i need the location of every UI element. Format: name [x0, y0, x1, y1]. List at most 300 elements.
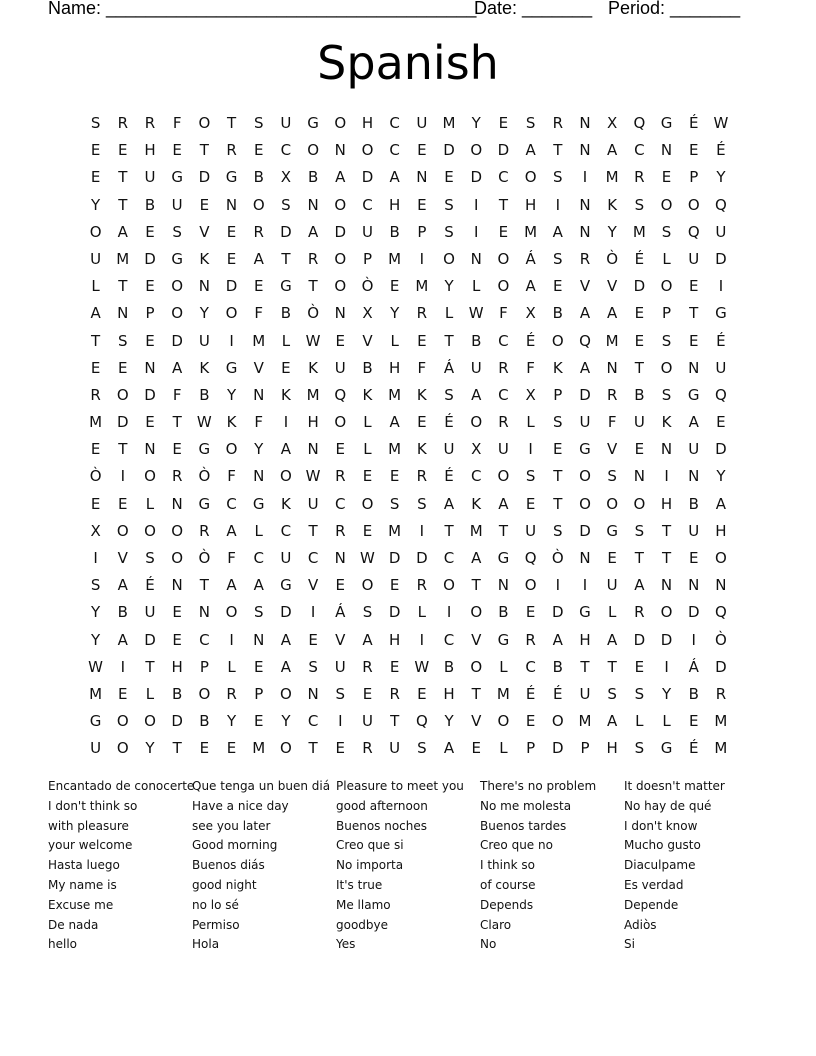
grid-letter[interactable]: E [498, 114, 509, 132]
grid-letter[interactable]: M [116, 249, 130, 268]
grid-letter[interactable]: D [388, 603, 401, 622]
grid-letter[interactable]: U [389, 739, 401, 758]
grid-letter[interactable]: B [688, 494, 699, 513]
grid-letter[interactable]: K [199, 358, 210, 377]
grid-letter[interactable]: E [362, 521, 373, 540]
grid-letter[interactable]: F [172, 385, 182, 404]
grid-letter[interactable]: M [605, 331, 619, 350]
grid-letter[interactable]: X [471, 440, 482, 459]
grid-letter[interactable]: O [443, 249, 455, 268]
grid-letter[interactable]: U [90, 739, 102, 758]
grid-letter[interactable]: T [607, 657, 617, 676]
grid-letter[interactable]: O [116, 385, 129, 404]
grid-letter[interactable]: I [338, 712, 343, 731]
grid-letter[interactable]: G [280, 277, 292, 296]
grid-letter[interactable]: M [388, 440, 402, 459]
grid-letter[interactable]: U [198, 331, 210, 350]
grid-letter[interactable]: O [497, 712, 510, 731]
grid-letter[interactable]: C [307, 712, 319, 731]
grid-letter[interactable]: D [497, 141, 510, 160]
grid-letter[interactable]: C [335, 494, 346, 513]
grid-letter[interactable]: N [660, 440, 673, 459]
grid-letter[interactable]: D [144, 385, 156, 404]
grid-letter[interactable]: N [688, 358, 700, 377]
grid-letter[interactable]: D [715, 249, 727, 268]
grid-letter[interactable]: D [715, 440, 727, 459]
grid-letter[interactable]: A [362, 630, 373, 649]
grid-letter[interactable]: Y [226, 385, 237, 404]
grid-letter[interactable]: V [307, 576, 319, 595]
grid-letter[interactable]: K [280, 385, 291, 404]
grid-letter[interactable]: O [334, 195, 347, 214]
grid-letter[interactable]: P [580, 739, 590, 758]
grid-letter[interactable]: T [199, 576, 209, 595]
grid-letter[interactable]: G [687, 385, 700, 404]
grid-letter[interactable]: É [444, 467, 454, 486]
grid-letter[interactable]: E [688, 549, 699, 567]
grid-letter[interactable]: T [172, 739, 182, 758]
grid-letter[interactable]: S [553, 249, 563, 268]
grid-letter[interactable]: A [280, 440, 292, 459]
grid-letter[interactable]: E [145, 413, 155, 432]
grid-letter[interactable]: N [253, 630, 265, 649]
grid-letter[interactable]: T [444, 331, 454, 350]
grid-letter[interactable]: E [389, 277, 400, 296]
grid-letter[interactable]: O [497, 467, 510, 486]
grid-letter[interactable]: W [305, 467, 321, 486]
grid-letter[interactable]: E [335, 440, 346, 459]
grid-letter[interactable]: I [310, 603, 316, 622]
grid-letter[interactable]: W [88, 657, 104, 676]
grid-letter[interactable]: C [280, 141, 292, 160]
grid-letter[interactable]: O [334, 277, 347, 296]
grid-letter[interactable]: G [497, 549, 510, 567]
grid-letter[interactable]: C [525, 657, 536, 676]
grid-letter[interactable]: B [552, 657, 563, 676]
grid-letter[interactable]: A [280, 630, 292, 649]
grid-letter[interactable]: A [226, 521, 237, 540]
grid-letter[interactable]: T [118, 277, 128, 296]
grid-letter[interactable]: T [553, 141, 563, 160]
grid-letter[interactable]: L [635, 712, 644, 731]
grid-letter[interactable]: O [660, 358, 673, 377]
grid-letter[interactable]: E [688, 712, 699, 731]
grid-letter[interactable]: U [715, 222, 727, 241]
grid-letter[interactable]: E [172, 603, 182, 622]
grid-letter[interactable]: C [498, 168, 509, 187]
grid-letter[interactable]: W [196, 413, 212, 432]
grid-letter[interactable]: K [280, 494, 291, 513]
grid-letter[interactable]: B [307, 168, 319, 187]
grid-letter[interactable]: O [660, 603, 673, 622]
grid-letter[interactable]: A [117, 222, 128, 241]
grid-letter[interactable]: Y [444, 277, 454, 296]
grid-letter[interactable]: E [145, 331, 155, 350]
grid-letter[interactable]: C [253, 549, 264, 567]
grid-letter[interactable]: C [443, 630, 455, 649]
grid-letter[interactable]: E [389, 576, 400, 595]
grid-letter[interactable]: O [361, 141, 374, 160]
grid-letter[interactable]: Y [444, 712, 454, 731]
grid-letter[interactable]: O [198, 684, 211, 703]
grid-letter[interactable]: L [227, 657, 236, 676]
grid-letter[interactable]: R [335, 521, 346, 540]
grid-letter[interactable]: B [471, 331, 482, 350]
grid-letter[interactable]: A [253, 576, 264, 595]
grid-letter[interactable]: G [660, 114, 673, 132]
grid-letter[interactable]: M [605, 168, 619, 187]
grid-letter[interactable]: T [553, 494, 563, 513]
grid-letter[interactable]: D [117, 413, 129, 432]
grid-letter[interactable]: A [607, 304, 618, 323]
grid-letter[interactable]: N [334, 304, 346, 323]
grid-letter[interactable]: K [607, 195, 618, 214]
grid-letter[interactable]: I [718, 277, 724, 296]
grid-letter[interactable]: N [171, 576, 183, 595]
grid-letter[interactable]: E [525, 603, 536, 622]
grid-letter[interactable]: L [390, 331, 399, 350]
grid-letter[interactable]: E [335, 576, 346, 595]
grid-letter[interactable]: E [661, 168, 672, 187]
grid-letter[interactable]: I [474, 195, 479, 214]
grid-letter[interactable]: E [471, 739, 481, 758]
grid-letter[interactable]: T [634, 549, 644, 567]
grid-letter[interactable]: U [280, 549, 292, 567]
grid-letter[interactable]: I [691, 630, 696, 649]
grid-letter[interactable]: F [172, 114, 182, 132]
grid-letter[interactable]: O [144, 467, 156, 486]
grid-letter[interactable]: D [171, 331, 183, 350]
grid-letter[interactable]: É [716, 141, 726, 160]
grid-letter[interactable]: K [226, 413, 237, 432]
grid-letter[interactable]: U [470, 358, 482, 377]
grid-letter[interactable]: T [689, 304, 699, 323]
grid-letter[interactable]: O [579, 467, 591, 486]
grid-letter[interactable]: Y [145, 739, 155, 758]
grid-letter[interactable]: B [443, 657, 455, 676]
grid-letter[interactable]: S [118, 331, 128, 350]
grid-letter[interactable]: S [607, 684, 617, 703]
grid-letter[interactable]: Q [715, 603, 727, 622]
grid-letter[interactable]: A [280, 657, 292, 676]
grid-letter[interactable]: E [417, 141, 427, 160]
grid-letter[interactable]: E [417, 684, 427, 703]
grid-letter[interactable]: B [362, 358, 373, 377]
grid-letter[interactable]: T [661, 521, 672, 540]
grid-letter[interactable]: G [579, 440, 591, 459]
grid-letter[interactable]: T [118, 168, 128, 187]
grid-letter[interactable]: S [634, 521, 645, 540]
grid-letter[interactable]: N [253, 385, 265, 404]
grid-letter[interactable]: A [471, 549, 482, 567]
grid-letter[interactable]: R [579, 249, 591, 268]
grid-letter[interactable]: T [281, 249, 291, 268]
grid-letter[interactable]: A [253, 249, 264, 268]
grid-letter[interactable]: E [335, 331, 346, 350]
grid-letter[interactable]: D [171, 712, 183, 731]
grid-letter[interactable]: B [389, 222, 400, 241]
grid-letter[interactable]: V [253, 358, 264, 377]
grid-letter[interactable]: E [281, 358, 291, 377]
grid-letter[interactable]: É [525, 331, 536, 350]
grid-letter[interactable]: R [226, 684, 237, 703]
grid-letter[interactable]: A [443, 494, 455, 513]
grid-letter[interactable]: E [199, 739, 210, 758]
grid-letter[interactable]: I [419, 249, 425, 268]
grid-letter[interactable]: O [524, 576, 537, 595]
grid-letter[interactable]: É [553, 684, 563, 703]
grid-letter[interactable]: S [145, 549, 155, 567]
grid-letter[interactable]: E [253, 141, 264, 160]
grid-letter[interactable]: C [443, 549, 455, 567]
grid-letter[interactable]: M [578, 712, 592, 731]
grid-letter[interactable]: I [283, 413, 289, 432]
grid-letter[interactable]: T [172, 413, 182, 432]
grid-letter[interactable]: C [498, 331, 509, 350]
grid-letter[interactable]: A [607, 630, 618, 649]
grid-letter[interactable]: Q [687, 222, 700, 241]
grid-letter[interactable]: G [280, 576, 292, 595]
grid-letter[interactable]: A [172, 358, 183, 377]
grid-letter[interactable]: S [525, 114, 536, 132]
grid-letter[interactable]: T [118, 440, 128, 459]
grid-letter[interactable]: E [389, 467, 400, 486]
grid-letter[interactable]: S [308, 657, 318, 676]
grid-letter[interactable]: Y [716, 467, 726, 486]
grid-letter[interactable]: U [307, 494, 319, 513]
grid-letter[interactable]: D [225, 277, 238, 296]
grid-letter[interactable]: T [199, 141, 209, 160]
grid-letter[interactable]: E [362, 467, 373, 486]
grid-letter[interactable]: N [307, 195, 319, 214]
grid-letter[interactable]: Q [334, 385, 347, 404]
grid-letter[interactable]: E [118, 684, 128, 703]
grid-letter[interactable]: B [117, 603, 128, 622]
grid-letter[interactable]: G [307, 114, 319, 132]
grid-letter[interactable]: R [362, 657, 373, 676]
grid-letter[interactable]: Ò [198, 549, 211, 567]
grid-letter[interactable]: C [199, 630, 210, 649]
name-field[interactable]: Name: _____________________________________ [48, 0, 477, 18]
grid-letter[interactable]: A [307, 222, 319, 241]
grid-letter[interactable]: R [199, 521, 210, 540]
grid-letter[interactable]: T [634, 358, 644, 377]
grid-letter[interactable]: E [335, 739, 346, 758]
grid-letter[interactable]: G [252, 494, 265, 513]
grid-letter[interactable]: P [145, 304, 155, 323]
grid-letter[interactable]: M [714, 739, 728, 758]
grid-letter[interactable]: S [253, 114, 264, 132]
grid-letter[interactable]: M [388, 249, 402, 268]
grid-letter[interactable]: S [444, 195, 454, 214]
grid-letter[interactable]: U [144, 603, 156, 622]
grid-letter[interactable]: E [688, 331, 699, 350]
grid-letter[interactable]: M [524, 222, 538, 241]
grid-letter[interactable]: A [335, 168, 346, 187]
grid-letter[interactable]: I [419, 630, 425, 649]
grid-letter[interactable]: N [307, 440, 319, 459]
grid-letter[interactable]: O [334, 249, 347, 268]
grid-letter[interactable]: K [471, 494, 482, 513]
grid-letter[interactable]: P [689, 168, 699, 187]
grid-letter[interactable]: N [579, 195, 591, 214]
grid-letter[interactable]: R [171, 467, 183, 486]
grid-letter[interactable]: N [579, 549, 591, 567]
grid-letter[interactable]: R [498, 358, 509, 377]
grid-letter[interactable]: T [471, 576, 481, 595]
grid-letter[interactable]: E [118, 141, 128, 160]
grid-letter[interactable]: A [634, 576, 645, 595]
grid-letter[interactable]: V [607, 440, 618, 459]
grid-letter[interactable]: K [552, 358, 563, 377]
grid-letter[interactable]: S [634, 684, 645, 703]
grid-letter[interactable]: E [634, 657, 645, 676]
grid-letter[interactable]: U [144, 168, 156, 187]
grid-letter[interactable]: G [497, 630, 510, 649]
grid-letter[interactable]: O [470, 413, 483, 432]
grid-letter[interactable]: E [118, 358, 128, 377]
grid-letter[interactable]: N [334, 141, 346, 160]
grid-letter[interactable]: B [144, 195, 156, 214]
grid-letter[interactable]: R [634, 168, 645, 187]
grid-letter[interactable]: C [498, 385, 509, 404]
grid-letter[interactable]: B [253, 168, 264, 187]
grid-letter[interactable]: B [634, 385, 645, 404]
period-field[interactable]: Period: _______ [608, 0, 741, 18]
grid-letter[interactable]: E [90, 358, 101, 377]
grid-letter[interactable]: D [579, 385, 591, 404]
grid-letter[interactable]: N [660, 576, 673, 595]
grid-letter[interactable]: O [198, 114, 211, 132]
grid-letter[interactable]: O [551, 331, 564, 350]
grid-letter[interactable]: X [607, 114, 618, 132]
grid-letter[interactable]: X [525, 304, 536, 323]
grid-letter[interactable]: Ò [307, 304, 319, 323]
grid-letter[interactable]: L [662, 712, 671, 731]
grid-letter[interactable]: L [417, 603, 427, 622]
grid-letter[interactable]: Q [715, 195, 727, 214]
grid-letter[interactable]: G [579, 603, 591, 622]
grid-letter[interactable]: B [172, 684, 183, 703]
grid-letter[interactable]: M [306, 385, 320, 404]
grid-letter[interactable]: T [118, 195, 128, 214]
grid-letter[interactable]: A [552, 630, 563, 649]
grid-letter[interactable]: R [226, 141, 237, 160]
grid-letter[interactable]: S [417, 739, 427, 758]
grid-letter[interactable]: K [416, 385, 427, 404]
grid-letter[interactable]: D [552, 603, 564, 622]
grid-letter[interactable]: N [715, 576, 727, 595]
grid-letter[interactable]: É [634, 249, 645, 268]
grid-letter[interactable]: R [90, 385, 101, 404]
grid-letter[interactable]: E [634, 440, 645, 459]
grid-letter[interactable]: O [307, 141, 319, 160]
grid-letter[interactable]: P [417, 222, 427, 241]
grid-letter[interactable]: Y [716, 168, 726, 187]
grid-letter[interactable]: V [199, 222, 210, 241]
grid-letter[interactable]: S [90, 114, 101, 132]
grid-letter[interactable]: N [688, 467, 700, 486]
grid-letter[interactable]: L [607, 603, 617, 622]
grid-letter[interactable]: D [579, 521, 591, 540]
grid-letter[interactable]: N [633, 467, 645, 486]
grid-letter[interactable]: E [172, 141, 182, 160]
grid-letter[interactable]: T [308, 277, 318, 296]
grid-letter[interactable]: R [525, 630, 536, 649]
grid-letter[interactable]: S [281, 195, 291, 214]
grid-letter[interactable]: N [198, 277, 210, 296]
grid-letter[interactable]: S [525, 467, 536, 486]
grid-letter[interactable]: Á [688, 657, 699, 676]
grid-letter[interactable]: E [362, 684, 373, 703]
grid-letter[interactable]: I [446, 603, 452, 622]
grid-letter[interactable]: Y [254, 440, 264, 459]
grid-letter[interactable]: O [171, 521, 184, 540]
grid-letter[interactable]: R [552, 114, 563, 132]
grid-letter[interactable]: A [525, 277, 536, 296]
grid-letter[interactable]: F [607, 413, 617, 432]
grid-letter[interactable]: A [90, 304, 101, 323]
grid-letter[interactable]: H [389, 195, 401, 214]
grid-letter[interactable]: S [634, 739, 645, 758]
grid-letter[interactable]: N [660, 141, 673, 160]
grid-letter[interactable]: O [116, 712, 129, 731]
grid-letter[interactable]: Y [471, 114, 481, 132]
grid-letter[interactable]: R [498, 413, 509, 432]
grid-letter[interactable]: E [417, 331, 427, 350]
grid-letter[interactable]: G [225, 358, 238, 377]
grid-letter[interactable]: K [661, 413, 672, 432]
grid-letter[interactable]: P [199, 657, 209, 676]
grid-letter[interactable]: H [389, 358, 401, 377]
grid-letter[interactable]: O [280, 739, 292, 758]
grid-letter[interactable]: O [361, 494, 374, 513]
grid-letter[interactable]: P [526, 739, 536, 758]
grid-letter[interactable]: K [416, 440, 427, 459]
grid-letter[interactable]: L [499, 739, 508, 758]
grid-letter[interactable]: N [334, 549, 346, 567]
grid-letter[interactable]: U [606, 576, 618, 595]
grid-letter[interactable]: E [90, 168, 101, 187]
grid-letter[interactable]: E [253, 657, 264, 676]
grid-letter[interactable]: P [662, 304, 672, 323]
grid-letter[interactable]: Ò [606, 249, 619, 268]
grid-letter[interactable]: D [715, 657, 727, 676]
grid-letter[interactable]: U [280, 114, 292, 132]
grid-letter[interactable]: S [661, 331, 672, 350]
grid-letter[interactable]: H [579, 630, 591, 649]
grid-letter[interactable]: V [607, 277, 618, 296]
grid-letter[interactable]: U [361, 222, 373, 241]
grid-letter[interactable]: I [93, 549, 98, 567]
grid-letter[interactable]: O [252, 195, 265, 214]
grid-letter[interactable]: E [634, 331, 645, 350]
grid-letter[interactable]: E [90, 494, 101, 513]
grid-letter[interactable]: A [226, 576, 237, 595]
grid-letter[interactable]: G [660, 739, 673, 758]
grid-letter[interactable]: O [633, 494, 646, 513]
grid-letter[interactable]: Y [199, 304, 209, 323]
grid-letter[interactable]: L [254, 521, 263, 540]
grid-letter[interactable]: Q [715, 385, 727, 404]
grid-letter[interactable]: L [662, 249, 671, 268]
grid-letter[interactable]: E [498, 222, 509, 241]
grid-letter[interactable]: U [334, 358, 346, 377]
grid-letter[interactable]: O [579, 494, 591, 513]
grid-letter[interactable]: D [280, 603, 292, 622]
grid-letter[interactable]: R [117, 114, 128, 132]
grid-letter[interactable]: O [497, 249, 510, 268]
